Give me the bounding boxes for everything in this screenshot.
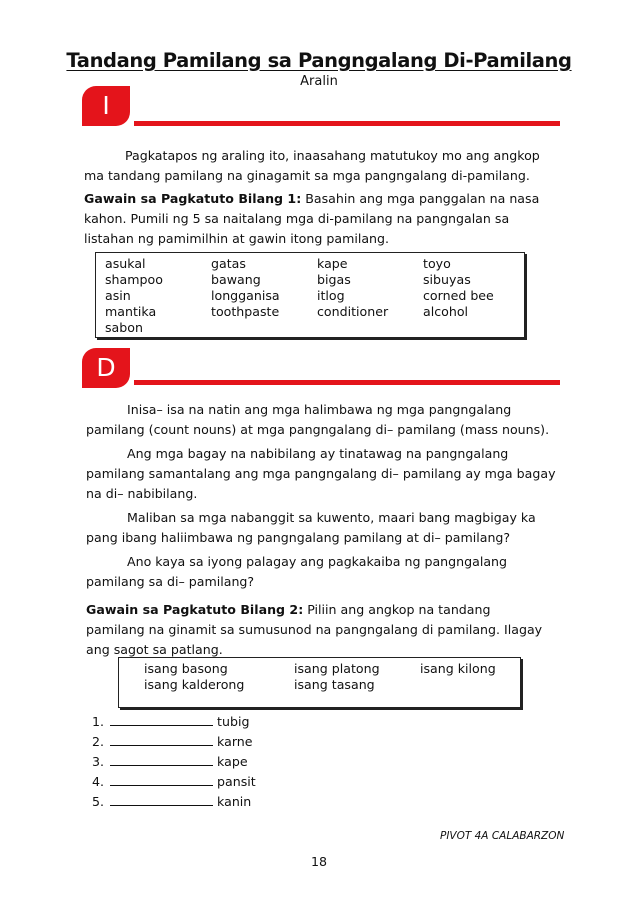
item-word: pansit (217, 774, 256, 789)
item-word: karne (217, 734, 253, 749)
word-box-1-col-2 (211, 256, 280, 320)
gawain-2-instructions (86, 600, 546, 660)
page-number: 18 (310, 854, 328, 869)
gawain-1-text: Basahin ang mga panggalan na nasa kahon. Pumili ng 5 sa naitalang mga di-pamilang na pangngalan sa listahan ng pamimilhin at gawin itong pamilang. (84, 191, 540, 246)
gawain-2-text: Piliin ang angkop na tandang pamilang na ginamit sa sumusunod na pangngalang di pamilang. Ilagay ang sagot sa patlang. (86, 602, 543, 657)
answer-list (92, 712, 392, 812)
item-word: kanin (217, 794, 252, 809)
discussion-paragraph: Maliban sa mga nabanggit sa kuwento, maari bang magbigay ka pang ibang haliimbawa ng pangngalang pamilang at di– pamilang? (86, 510, 536, 545)
item-number: 2. (92, 734, 105, 749)
word: kape (317, 256, 348, 271)
answer-item (92, 752, 392, 772)
answer-blank[interactable] (110, 713, 213, 726)
section-d-body (86, 400, 556, 592)
item-word: tubig (217, 714, 250, 729)
word: toothpaste (211, 304, 280, 319)
word: isang kilong (420, 661, 496, 676)
answer-item (92, 732, 392, 752)
discussion-paragraph: Inisa– isa na natin ang mga halimbawa ng mga pangngalang pamilang (count nouns) at mga pangngalang di– pamilang (mass nouns). (86, 402, 550, 437)
answer-item (92, 772, 392, 792)
word-box-2-col-1 (144, 661, 244, 693)
word: toyo (423, 256, 451, 271)
section-i-intro (84, 146, 556, 186)
word-box-1-col-1 (105, 256, 163, 336)
word: itlog (317, 288, 345, 303)
answer-blank[interactable] (110, 773, 213, 786)
word: conditioner (317, 304, 389, 319)
section-i-divider (134, 121, 560, 126)
word: isang basong (144, 661, 228, 676)
word-box-1-col-3 (317, 256, 388, 320)
item-number: 4. (92, 774, 105, 789)
word: asin (105, 288, 131, 303)
word: bawang (211, 272, 261, 287)
word-box-2 (118, 657, 521, 708)
word-box-2-col-2 (294, 661, 380, 693)
word: gatas (211, 256, 246, 271)
word: alcohol (423, 304, 469, 319)
word: isang platong (294, 661, 380, 676)
item-word: kape (217, 754, 248, 769)
word: sibuyas (423, 272, 471, 287)
word-box-1 (95, 252, 525, 338)
answer-blank[interactable] (110, 733, 213, 746)
section-d-divider (134, 380, 560, 385)
footer-text: PIVOT 4A CALABARZON (440, 830, 565, 842)
word: mantika (105, 304, 157, 319)
word: corned bee (423, 288, 494, 303)
word: asukal (105, 256, 146, 271)
gawain-2-label: Gawain sa Pagkatuto Bilang 2: (86, 602, 304, 617)
answer-blank[interactable] (110, 793, 213, 806)
word: isang tasang (294, 677, 375, 692)
word: shampoo (105, 272, 163, 287)
item-number: 1. (92, 714, 105, 729)
intro-paragraph: Pagkatapos ng araling ito, inaasahang matutukoy mo ang angkop ma tandang pamilang na ginagamit sa mga pangngalang di-pamilang. (84, 148, 540, 183)
answer-blank[interactable] (110, 753, 213, 766)
discussion-paragraph: Ano kaya sa iyong palagay ang pagkakaiba ng pangngalang pamilang sa di– pamilang? (86, 554, 508, 589)
item-number: 3. (92, 754, 105, 769)
answer-item (92, 712, 392, 732)
word: bigas (317, 272, 351, 287)
section-d-marker: D (82, 348, 130, 388)
word-box-2-col-3 (420, 661, 496, 677)
word: longganisa (211, 288, 280, 303)
gawain-1-label: Gawain sa Pagkatuto Bilang 1: (84, 191, 302, 206)
word: isang kalderong (144, 677, 245, 692)
page-title: Tandang Pamilang sa Pangngalang Di-Pamilang (66, 49, 572, 72)
discussion-paragraph: Ang mga bagay na nabibilang ay tinatawag na pangngalang pamilang samantalang ang mga pangngalang di– pamilang ay mga bagay na di– nabibilang. (86, 446, 556, 501)
lesson-subtitle: Aralin (300, 74, 338, 89)
item-number: 5. (92, 794, 105, 809)
gawain-1-instructions (84, 189, 556, 249)
word: sabon (105, 320, 143, 335)
section-i-marker: I (82, 86, 130, 126)
answer-item (92, 792, 392, 812)
word-box-1-col-4 (423, 256, 494, 320)
